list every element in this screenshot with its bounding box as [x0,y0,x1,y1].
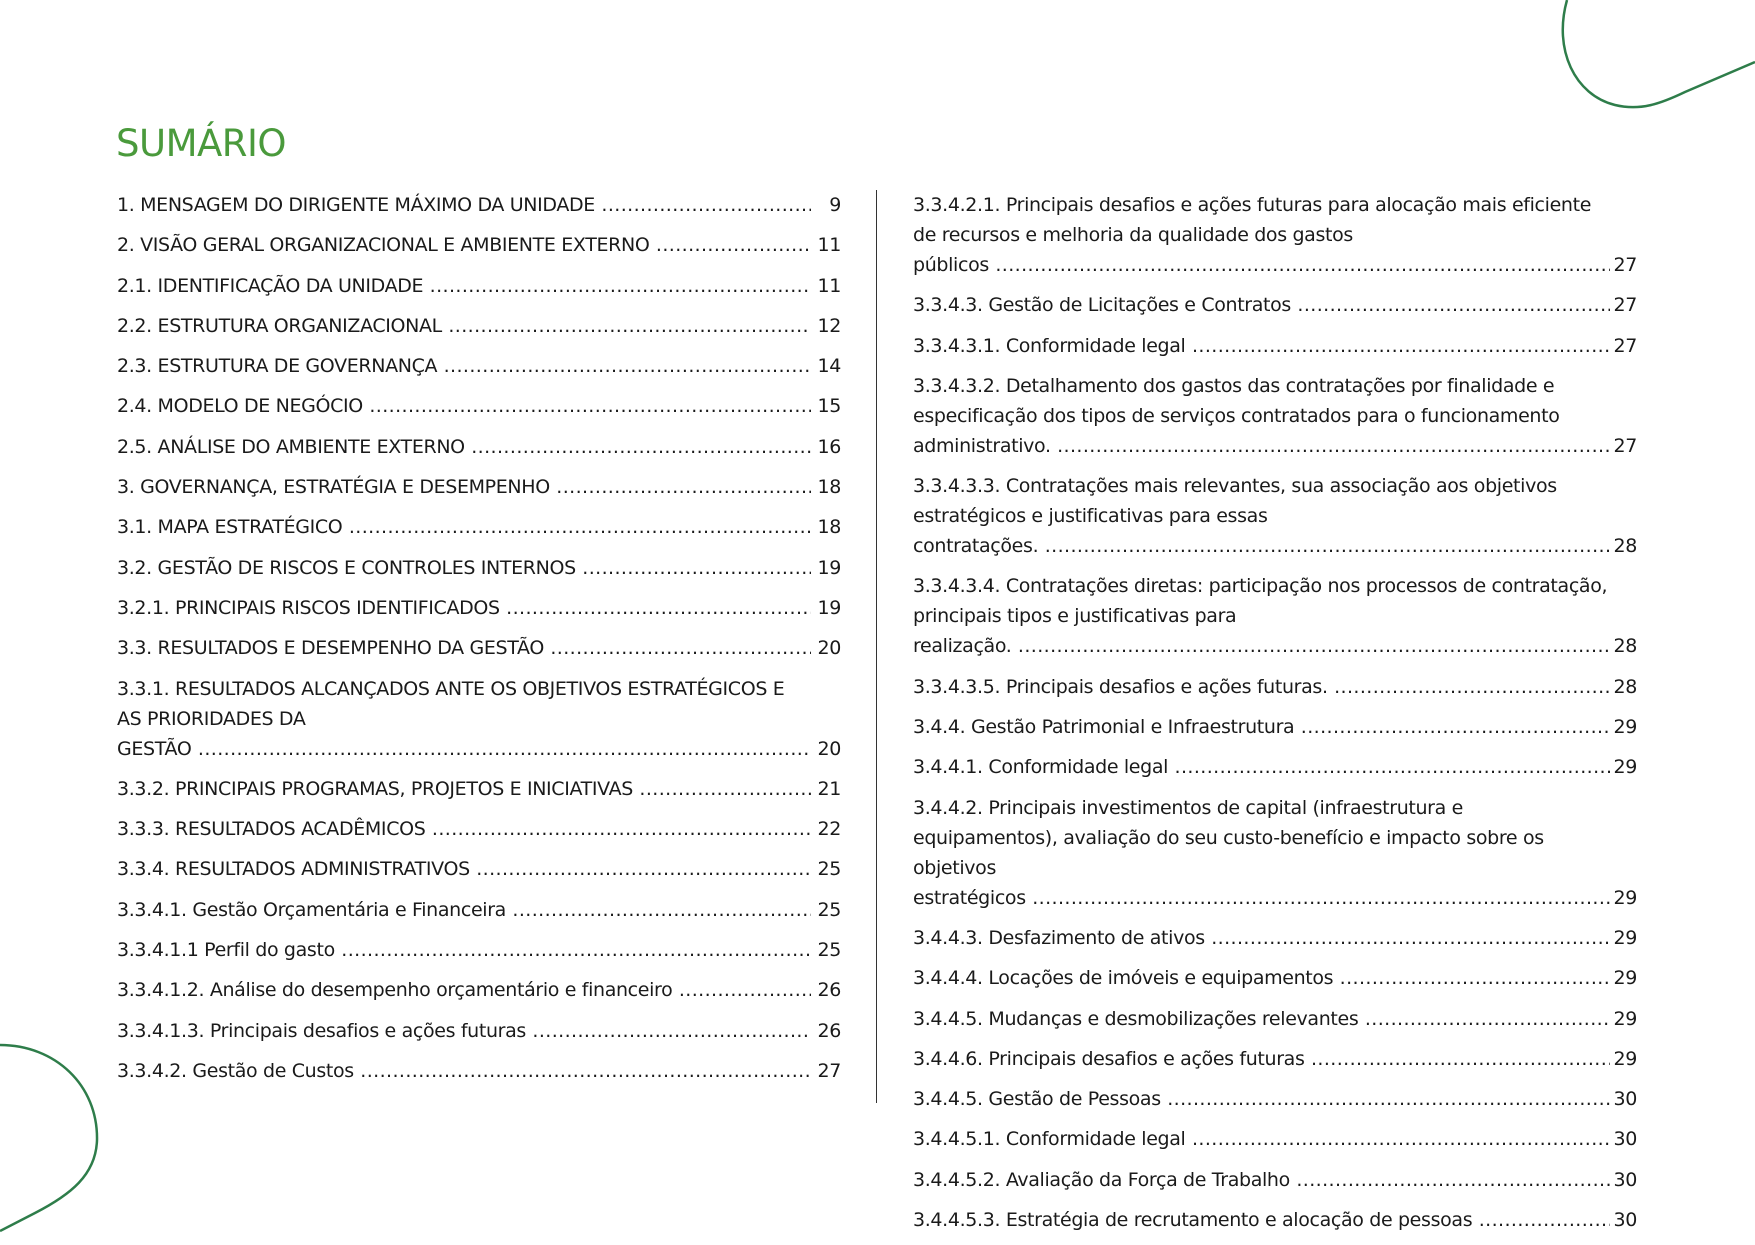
toc-entry[interactable] [913,752,1637,782]
toc-page-number: 18 [817,472,841,502]
toc-page-number: 29 [1613,1004,1637,1034]
toc-page-number: 25 [817,895,841,925]
toc-entry-title: 3.3.3. RESULTADOS ACADÊMICOS ..... [117,814,811,844]
toc-entry-title: 3.3.4.3.5. Principais desafios e ações futuras. ..... [913,672,1610,702]
toc-page-number: 25 [817,854,841,884]
toc-page-number: 29 [1613,1044,1637,1074]
toc-entry-title: 3.4.4.1. Conformidade legal ..... [913,752,1610,782]
toc-entry[interactable] [117,774,841,804]
toc-entry[interactable] [913,1205,1637,1235]
toc-right-column [913,190,1637,1245]
toc-entry-title: 2.2. ESTRUTURA ORGANIZACIONAL ..... [117,311,811,341]
toc-entry-title: 3.3.4.3.2. Detalhamento dos gastos das contratações por finalidade e especificação dos tipos de serviços contratados para o funcionamento administrativo. ..... [913,371,1610,461]
toc-page-number: 27 [1613,250,1637,280]
toc-entry[interactable] [913,571,1637,661]
toc-page-number: 26 [817,975,841,1005]
toc-entry-title: 3.3.4.2. Gestão de Custos ..... [117,1056,811,1086]
toc-entry-title: 3.3.1. RESULTADOS ALCANÇADOS ANTE OS OBJETIVOS ESTRATÉGICOS E AS PRIORIDADES DA GESTÃO ..... [117,674,811,764]
toc-entry[interactable] [913,963,1637,993]
toc-entry[interactable] [117,593,841,623]
toc-entry[interactable] [117,674,841,764]
toc-entry[interactable] [913,371,1637,461]
toc-page-number: 25 [817,935,841,965]
toc-entry[interactable] [117,230,841,260]
toc-page-number: 30 [1613,1205,1637,1235]
toc-entry[interactable] [117,935,841,965]
toc-entry-title: 3.3.4.3.3. Contratações mais relevantes, sua associação aos objetivos estratégicos e justificativas para essas contratações. ..... [913,471,1610,561]
toc-page-number: 29 [1613,752,1637,782]
toc-entry[interactable] [117,895,841,925]
top-right-curve [1563,0,1755,107]
toc-page-number: 18 [817,512,841,542]
toc-entry[interactable] [117,351,841,381]
toc-entry-title: 2.3. ESTRUTURA DE GOVERNANÇA ..... [117,351,811,381]
toc-entry-title: 3.3. RESULTADOS E DESEMPENHO DA GESTÃO ..... [117,633,811,663]
toc-page-number: 20 [817,734,841,764]
toc-entry[interactable] [913,1084,1637,1114]
toc-entry[interactable] [117,391,841,421]
toc-entry-title: 3.2. GESTÃO DE RISCOS E CONTROLES INTERNOS ..... [117,553,811,583]
toc-entry-title: 3.4.4.6. Principais desafios e ações futuras ..... [913,1044,1610,1074]
toc-page-number: 29 [1613,923,1637,953]
toc-page-number: 20 [817,633,841,663]
toc-entry[interactable] [117,633,841,663]
toc-entry-title: 3.3.4.2.1. Principais desafios e ações futuras para alocação mais eficiente de recursos e melhoria da qualidade dos gastos públicos ..... [913,190,1610,280]
toc-entry[interactable] [913,672,1637,702]
toc-page-number: 30 [1613,1124,1637,1154]
toc-entry[interactable] [117,814,841,844]
toc-entry-title: 2.4. MODELO DE NEGÓCIO ..... [117,391,811,421]
toc-entry-title: 3.3.4.3.4. Contratações diretas: participação nos processos de contratação, principais tipos e justificativas para realização. ..... [913,571,1610,661]
toc-page-number: 28 [1613,672,1637,702]
toc-page-number: 9 [828,190,841,220]
toc-page-number: 26 [817,1016,841,1046]
toc-entry-title: 3.4.4.5. Mudanças e desmobilizações relevantes ..... [913,1004,1610,1034]
toc-entry-title: 3.1. MAPA ESTRATÉGICO ..... [117,512,811,542]
toc-entry[interactable] [117,472,841,502]
toc-entry[interactable] [913,712,1637,742]
toc-page-number: 28 [1613,531,1637,561]
toc-entry-title: 3.4.4.4. Locações de imóveis e equipamentos ..... [913,963,1610,993]
toc-entry-title: 3.3.2. PRINCIPAIS PROGRAMAS, PROJETOS E INICIATIVAS ..... [117,774,811,804]
toc-entry[interactable] [117,1056,841,1086]
toc-entry-title: 3.3.4.3. Gestão de Licitações e Contratos ..... [913,290,1610,320]
toc-entry-title: 3.3.4. RESULTADOS ADMINISTRATIVOS ..... [117,854,811,884]
toc-page-number: 16 [817,432,841,462]
toc-entry[interactable] [117,975,841,1005]
toc-page-number: 11 [817,230,841,260]
toc-entry-title: 3.4.4.5.2. Avaliação da Força de Trabalho ..... [913,1165,1610,1195]
toc-entry-title: 3.4.4.5.1. Conformidade legal ..... [913,1124,1610,1154]
toc-entry[interactable] [913,331,1637,361]
toc-page-number: 27 [1613,290,1637,320]
toc-entry[interactable] [117,854,841,884]
bottom-left-curve [0,1045,97,1231]
toc-entry[interactable] [117,311,841,341]
toc-entry[interactable] [913,1004,1637,1034]
toc-page-number: 27 [817,1056,841,1086]
toc-page-number: 15 [817,391,841,421]
column-divider [876,190,877,1103]
toc-entry[interactable] [913,793,1637,913]
toc-entry[interactable] [117,512,841,542]
toc-entry[interactable] [913,1124,1637,1154]
toc-entry[interactable] [117,1016,841,1046]
toc-page-number: 30 [1613,1165,1637,1195]
toc-entry[interactable] [117,190,841,220]
toc-page-number: 12 [817,311,841,341]
toc-page-number: 11 [817,271,841,301]
toc-entry-title: 3.4.4.5. Gestão de Pessoas ..... [913,1084,1610,1114]
toc-entry-title: 1. MENSAGEM DO DIRIGENTE MÁXIMO DA UNIDADE ..... [117,190,811,220]
toc-entry-title: 3.3.4.1.1 Perfil do gasto ..... [117,935,811,965]
toc-entry-title: 3.4.4. Gestão Patrimonial e Infraestrutura ..... [913,712,1610,742]
toc-entry-title: 3.4.4.2. Principais investimentos de capital (infraestrutura e equipamentos), avaliação do seu custo-benefício e impacto sobre os objetivos estratégicos ..... [913,793,1610,913]
toc-page-number: 21 [817,774,841,804]
toc-entry-title: 3.3.4.1.2. Análise do desempenho orçamentário e financeiro ..... [117,975,811,1005]
toc-page-number: 28 [1613,631,1637,661]
toc-page-number: 22 [817,814,841,844]
toc-entry[interactable] [117,271,841,301]
toc-entry[interactable] [913,190,1637,280]
toc-entry-title: 2.5. ANÁLISE DO AMBIENTE EXTERNO ..... [117,432,811,462]
toc-page-number: 30 [1613,1084,1637,1114]
toc-page-number: 29 [1613,712,1637,742]
toc-page-number: 29 [1613,963,1637,993]
toc-entry[interactable] [913,471,1637,561]
toc-page-number: 14 [817,351,841,381]
toc-entry-title: 3.4.4.3. Desfazimento de ativos ..... [913,923,1610,953]
toc-entry-title: 3. GOVERNANÇA, ESTRATÉGIA E DESEMPENHO ..... [117,472,811,502]
toc-left-column [117,190,841,1096]
toc-entry[interactable] [117,432,841,462]
toc-entry-title: 3.3.4.1.3. Principais desafios e ações futuras ..... [117,1016,811,1046]
toc-page-number: 29 [1613,883,1637,913]
toc-entry[interactable] [913,290,1637,320]
toc-entry-title: 3.2.1. PRINCIPAIS RISCOS IDENTIFICADOS ..... [117,593,811,623]
toc-entry-title: 3.3.4.1. Gestão Orçamentária e Financeira ..... [117,895,811,925]
toc-page-number: 19 [817,553,841,583]
toc-entry-title: 3.4.4.5.3. Estratégia de recrutamento e alocação de pessoas ..... [913,1205,1610,1235]
toc-entry[interactable] [913,923,1637,953]
toc-entry[interactable] [913,1165,1637,1195]
toc-page-number: 27 [1613,431,1637,461]
toc-entry-title: 3.3.4.3.1. Conformidade legal ..... [913,331,1610,361]
page-title: SUMÁRIO [116,122,287,165]
toc-entry-title: 2.1. IDENTIFICAÇÃO DA UNIDADE ..... [117,271,811,301]
toc-entry[interactable] [913,1044,1637,1074]
toc-page-number: 19 [817,593,841,623]
toc-page-number: 27 [1613,331,1637,361]
toc-entry-title: 2. VISÃO GERAL ORGANIZACIONAL E AMBIENTE EXTERNO ..... [117,230,811,260]
toc-entry[interactable] [117,553,841,583]
